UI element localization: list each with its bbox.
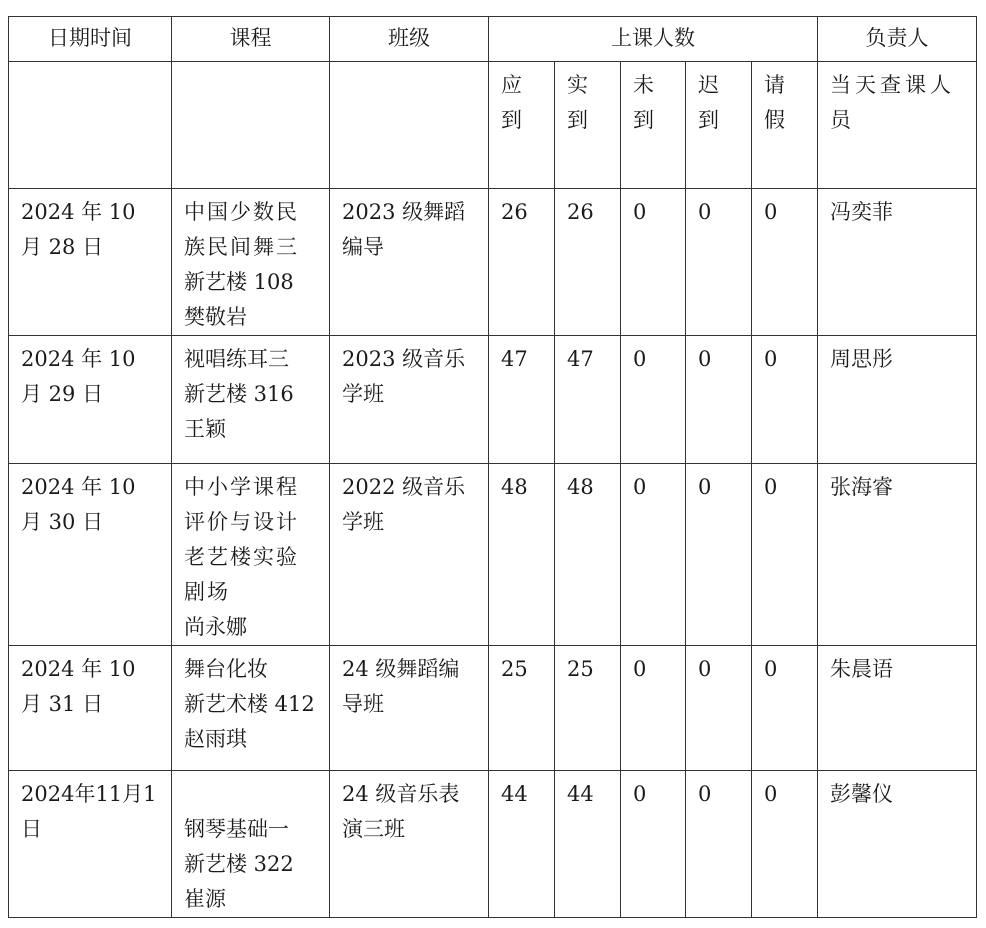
cell-leave: 0 [752, 771, 818, 918]
header-class: 班级 [330, 17, 489, 62]
header-row [9, 17, 977, 62]
cell-absent: 0 [621, 189, 686, 336]
cell-course: 中国少数民族民间舞三 新艺楼 108 樊敬岩 [172, 189, 330, 336]
cell-date: 2024年11月1日 [9, 771, 172, 918]
cell-class: 2022 级音乐学班 [330, 464, 489, 646]
subheader-absent: 未 到 [621, 62, 686, 189]
cell-late: 0 [686, 189, 752, 336]
cell-checker: 周思彤 [818, 336, 977, 464]
cell-late: 0 [686, 464, 752, 646]
cell-late: 0 [686, 646, 752, 771]
cell-checker: 冯奕菲 [818, 189, 977, 336]
cell-actual: 26 [555, 189, 621, 336]
attendance-table [8, 16, 977, 918]
cell-class: 24 级舞蹈编导班 [330, 646, 489, 771]
cell-class: 2023 级音乐学班 [330, 336, 489, 464]
header-attendance: 上课人数 [489, 17, 818, 62]
subheader-actual: 实 到 [555, 62, 621, 189]
cell-expected: 44 [489, 771, 555, 918]
cell-absent: 0 [621, 646, 686, 771]
cell-absent: 0 [621, 771, 686, 918]
cell-checker: 朱晨语 [818, 646, 977, 771]
table-row [9, 646, 977, 771]
subheader-empty-date [9, 62, 172, 189]
cell-leave: 0 [752, 336, 818, 464]
cell-late: 0 [686, 336, 752, 464]
table-row [9, 464, 977, 646]
cell-course: 钢琴基础一 新艺楼 322 崔源 [172, 771, 330, 918]
header-date: 日期时间 [9, 17, 172, 62]
cell-leave: 0 [752, 646, 818, 771]
table-row [9, 189, 977, 336]
cell-actual: 47 [555, 336, 621, 464]
cell-date: 2024 年 10 月 30 日 [9, 464, 172, 646]
cell-expected: 47 [489, 336, 555, 464]
cell-late: 0 [686, 771, 752, 918]
subheader-checker: 当天查课人员 [818, 62, 977, 189]
cell-expected: 48 [489, 464, 555, 646]
cell-actual: 44 [555, 771, 621, 918]
cell-date: 2024 年 10 月 31 日 [9, 646, 172, 771]
subheader-empty-course [172, 62, 330, 189]
table-row [9, 336, 977, 464]
cell-checker: 彭馨仪 [818, 771, 977, 918]
cell-course: 中小学课程评价与设计 老艺楼实验剧场 尚永娜 [172, 464, 330, 646]
subheader-empty-class [330, 62, 489, 189]
table-row [9, 771, 977, 918]
cell-absent: 0 [621, 464, 686, 646]
cell-actual: 48 [555, 464, 621, 646]
cell-actual: 25 [555, 646, 621, 771]
cell-expected: 26 [489, 189, 555, 336]
cell-expected: 25 [489, 646, 555, 771]
cell-checker: 张海睿 [818, 464, 977, 646]
cell-leave: 0 [752, 464, 818, 646]
cell-course: 视唱练耳三 新艺楼 316 王颖 [172, 336, 330, 464]
subheader-expected: 应 到 [489, 62, 555, 189]
header-responsible: 负责人 [818, 17, 977, 62]
header-course: 课程 [172, 17, 330, 62]
cell-date: 2024 年 10 月 28 日 [9, 189, 172, 336]
cell-date: 2024 年 10 月 29 日 [9, 336, 172, 464]
cell-class: 24 级音乐表演三班 [330, 771, 489, 918]
subheader-row [9, 62, 977, 189]
subheader-leave: 请 假 [752, 62, 818, 189]
subheader-late: 迟 到 [686, 62, 752, 189]
cell-leave: 0 [752, 189, 818, 336]
cell-absent: 0 [621, 336, 686, 464]
cell-class: 2023 级舞蹈编导 [330, 189, 489, 336]
cell-course: 舞台化妆 新艺术楼 412 赵雨琪 [172, 646, 330, 771]
